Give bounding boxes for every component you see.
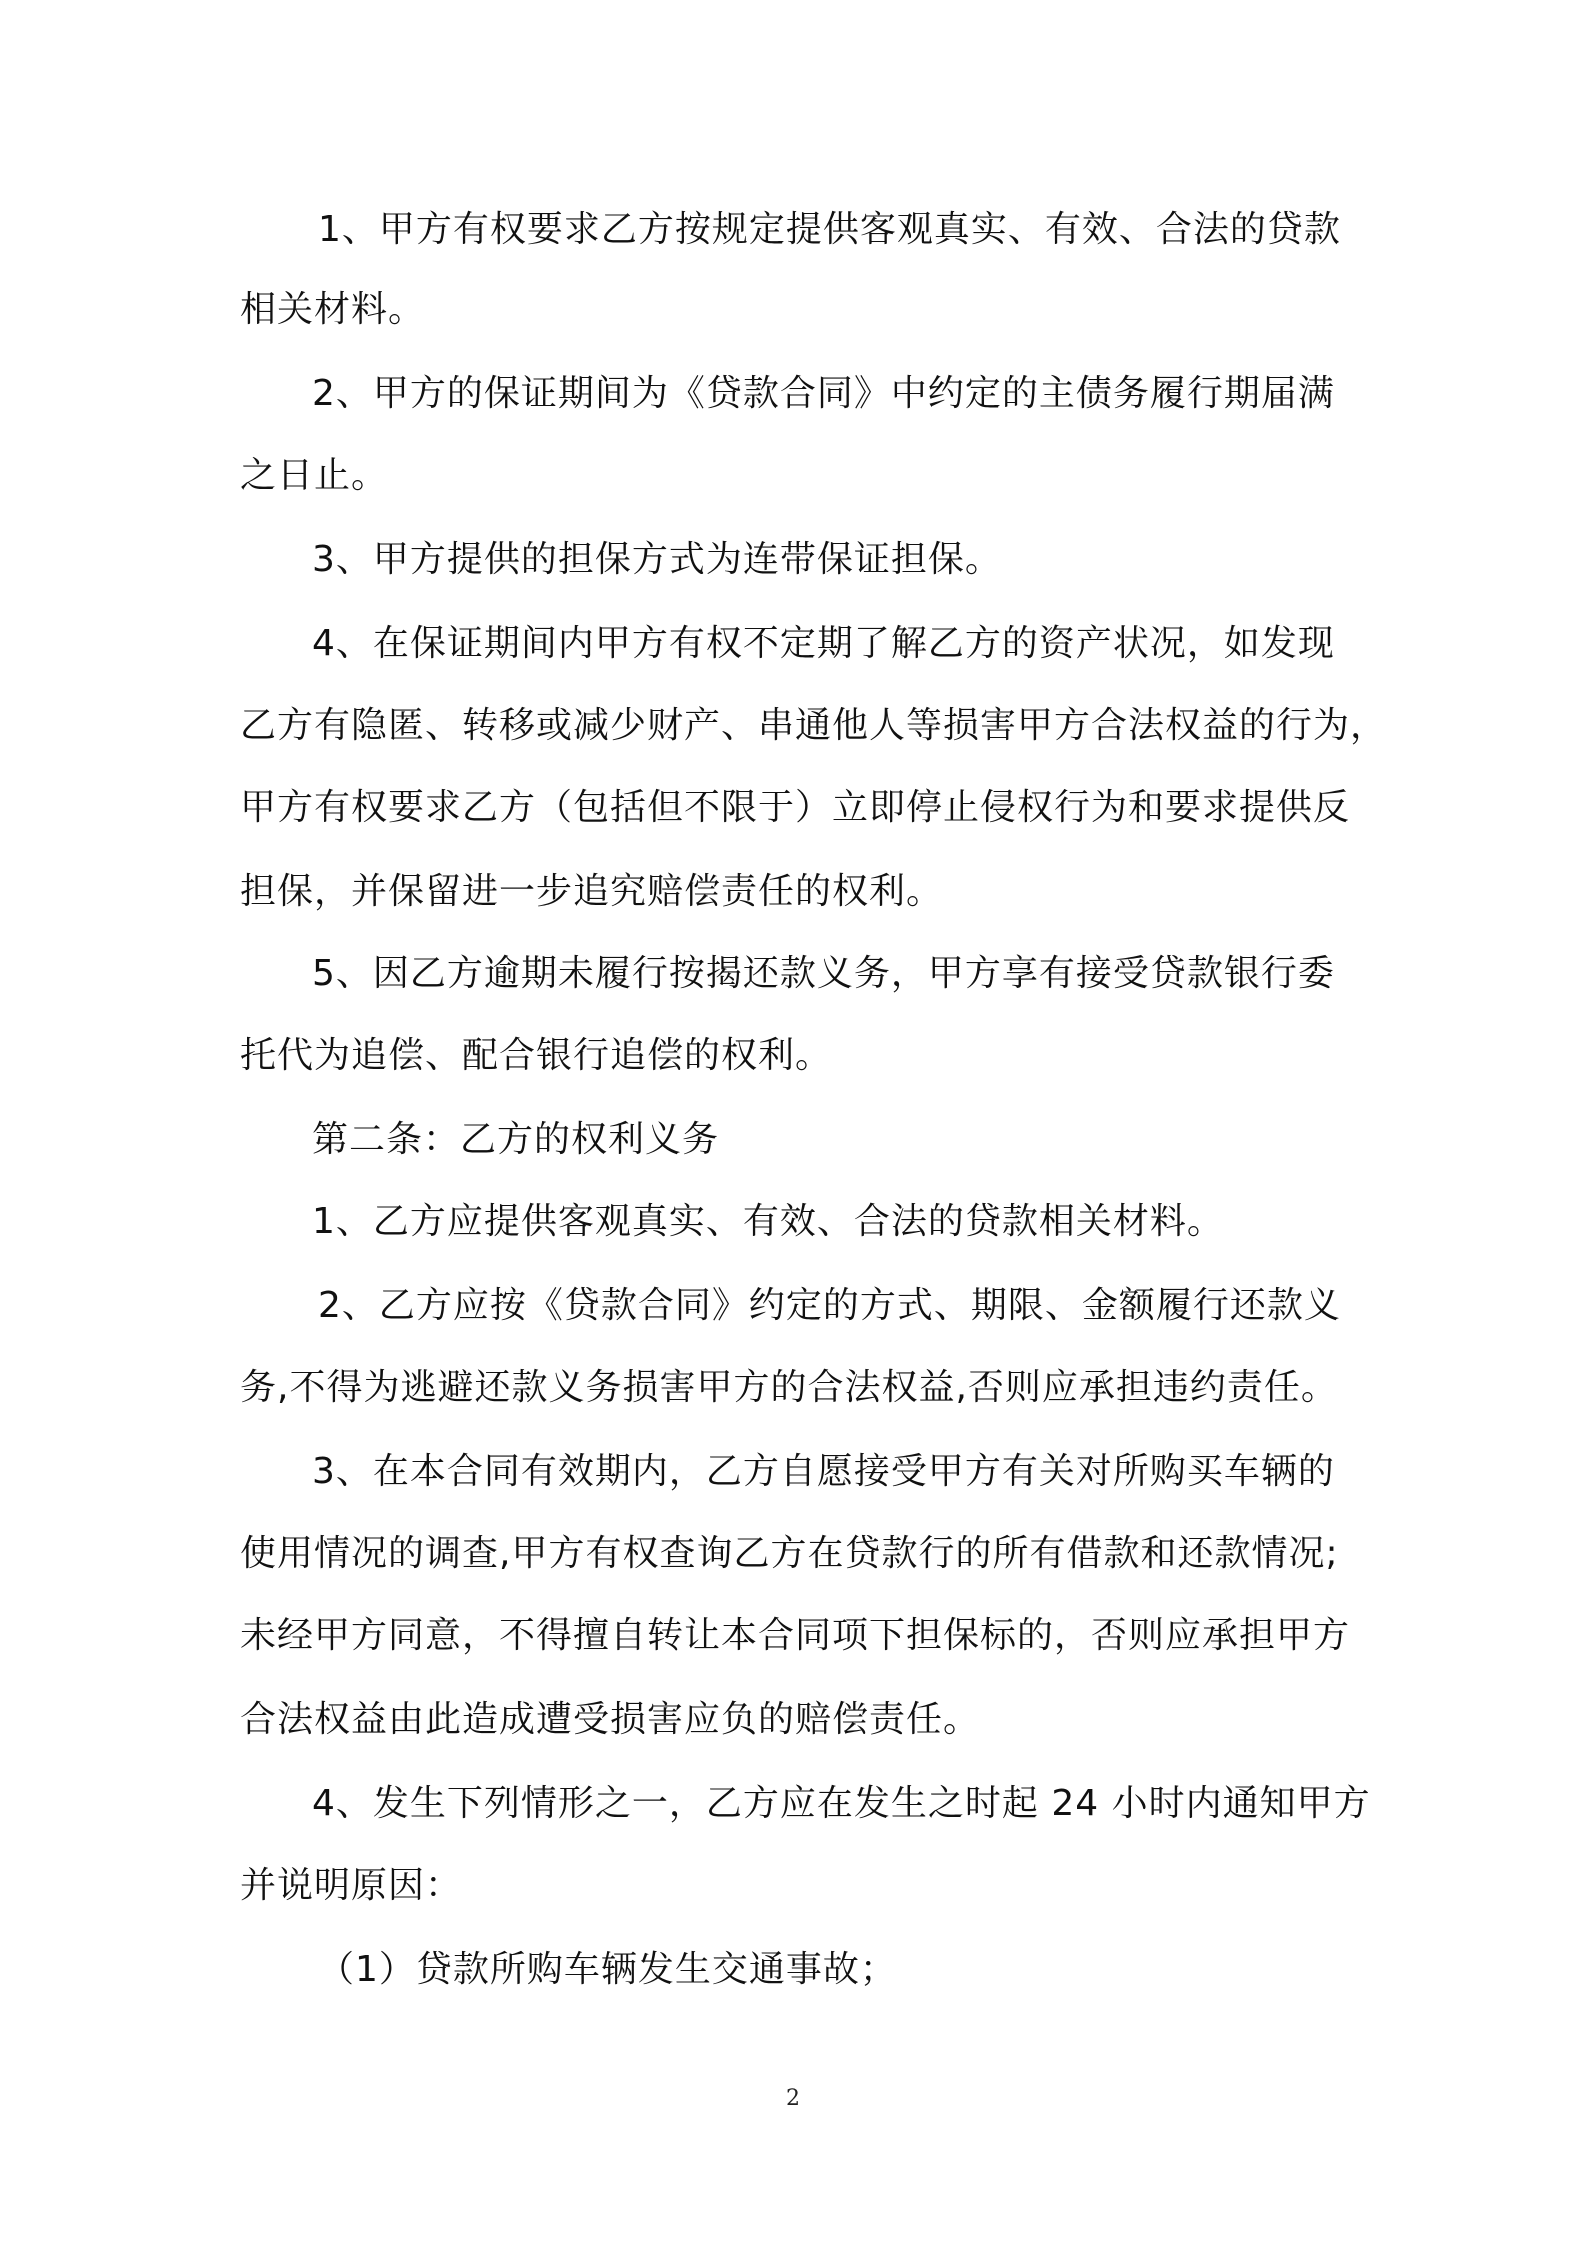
text-line: 并说明原因： bbox=[240, 1865, 463, 1906]
text-line: 相关材料。 bbox=[240, 289, 426, 330]
section-heading: 第二条：乙方的权利义务 bbox=[312, 1119, 720, 1160]
text-line: 未经甲方同意，不得擅自转让本合同项下担保标的，否则应承担甲方 bbox=[240, 1615, 1351, 1656]
text-line: 务,不得为逃避还款义务损害甲方的合法权益,否则应承担违约责任。 bbox=[240, 1367, 1338, 1408]
text-line: 3、甲方提供的担保方式为连带保证担保。 bbox=[312, 539, 1002, 580]
text-line: 2、甲方的保证期间为《贷款合同》中约定的主债务履行期届满 bbox=[312, 373, 1335, 414]
text-line: 1、乙方应提供客观真实、有效、合法的贷款相关材料。 bbox=[312, 1201, 1224, 1242]
text-line: 4、在保证期间内甲方有权不定期了解乙方的资产状况，如发现 bbox=[312, 623, 1335, 664]
text-line: 担保，并保留进一步追究赔偿责任的权利。 bbox=[240, 871, 944, 912]
text-line: 托代为追偿、配合银行追偿的权利。 bbox=[240, 1035, 833, 1076]
text-line: 4、发生下列情形之一，乙方应在发生之时起 24 小时内通知甲方 bbox=[312, 1783, 1371, 1824]
text-line: 5、因乙方逾期未履行按揭还款义务，甲方享有接受贷款银行委 bbox=[312, 953, 1335, 994]
text-line: 2、乙方应按《贷款合同》约定的方式、期限、金额履行还款义 bbox=[318, 1285, 1341, 1326]
text-line: 3、在本合同有效期内，乙方自愿接受甲方有关对所购买车辆的 bbox=[312, 1451, 1335, 1492]
page-number: 2 bbox=[786, 2086, 800, 2111]
text-line: 甲方有权要求乙方（包括但不限于）立即停止侵权行为和要求提供反 bbox=[240, 787, 1351, 828]
text-line: 乙方有隐匿、转移或减少财产、串通他人等损害甲方合法权益的行为， bbox=[240, 705, 1388, 746]
list-item: （1）贷款所购车辆发生交通事故； bbox=[318, 1949, 897, 1990]
text-line: 1、甲方有权要求乙方按规定提供客观真实、有效、合法的贷款 bbox=[318, 209, 1341, 250]
text-line: 之日止。 bbox=[240, 455, 389, 496]
text-line: 合法权益由此造成遭受损害应负的赔偿责任。 bbox=[240, 1699, 981, 1740]
text-line: 使用情况的调查,甲方有权查询乙方在贷款行的所有借款和还款情况; bbox=[240, 1533, 1339, 1574]
